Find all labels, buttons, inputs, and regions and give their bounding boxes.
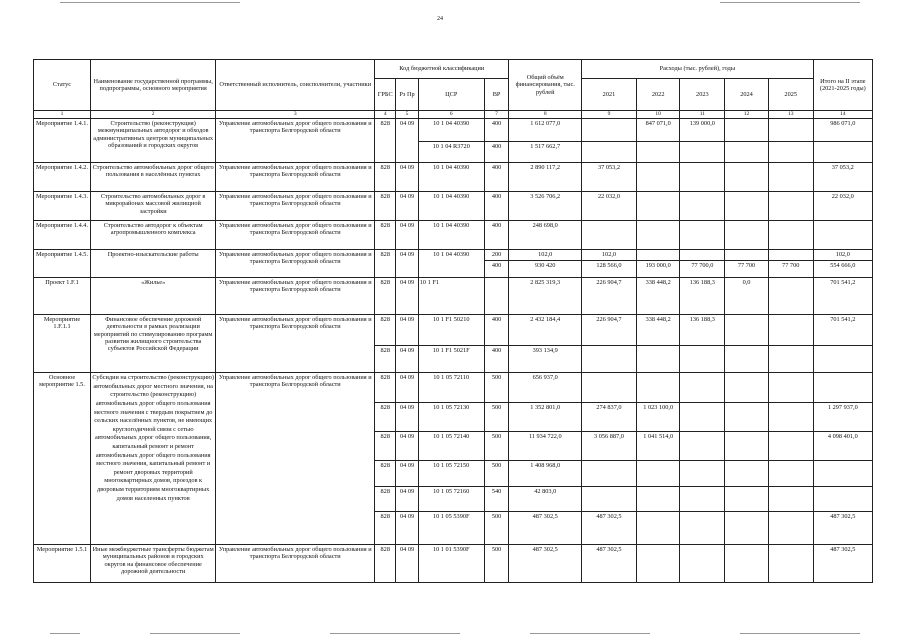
cell-csr: 10 1 04 40390 <box>418 163 484 192</box>
cell-total: 3 526 706,2 <box>509 192 582 221</box>
cell-vr: 500 <box>484 512 509 545</box>
row-name: Иные межбюджетные трансферты бюджетам муниципальных районов и городских округов на финансовое обеспечение дорожной деятельности <box>91 545 216 583</box>
header-stage-total: Итого на II этапе (2021-2025 годы) <box>813 60 872 111</box>
row-name: Финансовое обеспечение дорожной деятельности в рамках реализации мероприятий по стимулированию программ развития жилищного строительства субъектов Российской Федерации <box>91 315 216 373</box>
row-status: Мероприятие 1.4.4. <box>34 221 91 250</box>
cell-csr: 10 1 F1 5021F <box>418 346 484 373</box>
row-executor: Управление автомобильных дорог общего пользования и транспорта Белгородской области <box>216 192 375 221</box>
cell-stage-total: 102,0 <box>813 250 872 261</box>
header-year-2024: 2024 <box>725 79 769 111</box>
row-status: Мероприятие 1.4.5. <box>34 250 91 278</box>
cell-vr <box>484 278 509 315</box>
cell-2021: 37 053,2 <box>582 163 637 192</box>
cell-vr: 500 <box>484 461 509 487</box>
bottom-rule <box>530 633 650 634</box>
row-executor: Управление автомобильных дорог общего пользования и транспорта Белгородской области <box>216 163 375 192</box>
cell-2023: 77 700,0 <box>680 261 725 278</box>
cell-csr: 10 1 04 40390 <box>418 119 484 142</box>
cell-grbs: 828 <box>375 192 396 221</box>
table-row <box>34 163 873 192</box>
top-rule <box>60 2 240 3</box>
cell-total: 2 432 184,4 <box>509 315 582 346</box>
row-status: Проект 1.F.1 <box>34 278 91 315</box>
cell-rzpr: 04 09 <box>396 373 418 403</box>
cell-total: 1 517 662,7 <box>509 142 582 163</box>
row-name: Проектно-изыскательские работы <box>91 250 216 278</box>
cell-2024: 0,0 <box>725 278 769 315</box>
col-num: 10 <box>636 111 680 119</box>
cell-csr: 10 1 05 5390F <box>418 512 484 545</box>
row-name: «Жилье» <box>91 278 216 315</box>
bottom-rule <box>330 633 460 634</box>
budget-table <box>33 59 873 583</box>
col-num: 3 <box>216 111 375 119</box>
cell-vr: 540 <box>484 487 509 512</box>
cell-vr: 400 <box>484 221 509 250</box>
col-num: 1 <box>34 111 91 119</box>
cell-vr: 400 <box>484 142 509 163</box>
cell-vr: 400 <box>484 315 509 346</box>
cell-rzpr: 04 09 <box>396 461 418 487</box>
cell-total: 2 890 117,2 <box>509 163 582 192</box>
header-year-2022: 2022 <box>636 79 680 111</box>
col-num: 7 <box>484 111 509 119</box>
cell-2022: 338 448,2 <box>636 315 680 346</box>
header-vr: ВР <box>484 79 509 111</box>
header-csr: ЦСР <box>418 79 484 111</box>
cell-2023: 136 188,3 <box>680 278 725 315</box>
cell-2022: 193 000,0 <box>636 261 680 278</box>
cell-total: 1 352 801,0 <box>509 403 582 432</box>
cell-rzpr: 04 09 <box>396 432 418 461</box>
cell-grbs: 828 <box>375 487 396 512</box>
cell-stage-total: 22 032,0 <box>813 192 872 221</box>
col-num: 4 <box>375 111 396 119</box>
cell-vr: 400 <box>484 346 509 373</box>
cell-rzpr: 04 09 <box>396 346 418 373</box>
table-row <box>34 119 873 142</box>
cell-total: 930 420 <box>509 261 582 278</box>
cell-csr: 10 1 05 72160 <box>418 487 484 512</box>
cell-vr: 400 <box>484 119 509 142</box>
cell-csr: 10 1 05 72150 <box>418 461 484 487</box>
cell-stage-total: 701 541,2 <box>813 278 872 315</box>
header-budget-code: Код бюджетной классификации <box>375 60 509 79</box>
cell-vr: 500 <box>484 432 509 461</box>
col-num: 5 <box>396 111 418 119</box>
col-num: 13 <box>768 111 813 119</box>
cell-2021: 22 032,0 <box>582 192 637 221</box>
cell-rzpr: 04 09 <box>396 545 418 583</box>
table-row <box>34 545 873 583</box>
cell-rzpr: 04 09 <box>396 278 418 315</box>
cell-grbs: 828 <box>375 432 396 461</box>
cell-2025 <box>768 119 813 142</box>
row-name: Строительство (реконструкция) межмуниципальных автодорог и обходов административных центров муниципальных образований и городских округов <box>91 119 216 163</box>
cell-stage-total: 554 666,0 <box>813 261 872 278</box>
cell-csr: 10 1 05 72130 <box>418 403 484 432</box>
col-num: 11 <box>680 111 725 119</box>
cell-csr: 10 1 01 5390F <box>418 545 484 583</box>
cell-2021: 102,0 <box>582 250 637 261</box>
cell-total: 42 803,0 <box>509 487 582 512</box>
bottom-rule <box>150 633 240 634</box>
column-number-row <box>34 111 873 119</box>
row-status: Мероприятие 1.4.3. <box>34 192 91 221</box>
cell-grbs: 828 <box>375 119 396 163</box>
row-status: Мероприятие 1.5.1 <box>34 545 91 583</box>
cell-grbs: 828 <box>375 373 396 403</box>
cell-rzpr: 04 09 <box>396 221 418 250</box>
cell-2021: 226 904,7 <box>582 315 637 346</box>
cell-2021: 487 302,5 <box>582 545 637 583</box>
cell-grbs: 828 <box>375 346 396 373</box>
cell-rzpr: 04 09 <box>396 512 418 545</box>
cell-rzpr: 04 09 <box>396 250 418 278</box>
cell-stage-total: 1 297 937,0 <box>813 403 872 432</box>
cell-2022: 847 071,0 <box>636 119 680 142</box>
page-number: 24 <box>437 16 443 22</box>
header-year-2021: 2021 <box>582 79 637 111</box>
col-num: 8 <box>509 111 582 119</box>
cell-2021: 128 566,0 <box>582 261 637 278</box>
table-row <box>34 250 873 261</box>
cell-grbs: 828 <box>375 403 396 432</box>
cell-2024: 77 700 <box>725 261 769 278</box>
cell-rzpr: 04 09 <box>396 192 418 221</box>
cell-rzpr: 04 09 <box>396 487 418 512</box>
row-status: Мероприятие 1.F.1.1 <box>34 315 91 373</box>
cell-total: 1 408 968,0 <box>509 461 582 487</box>
header-status: Статус <box>34 60 91 111</box>
cell-total: 487 302,5 <box>509 512 582 545</box>
row-name: Строительство автомобильных дорог в микрорайонах массовой жилищной застройки <box>91 192 216 221</box>
col-num: 2 <box>91 111 216 119</box>
cell-stage-total: 37 053,2 <box>813 163 872 192</box>
cell-2021: 487 302,5 <box>582 512 637 545</box>
table-row <box>34 278 873 315</box>
cell-total: 2 825 319,3 <box>509 278 582 315</box>
cell-2021: 226 904,7 <box>582 278 637 315</box>
cell-stage-total: 4 098 401,0 <box>813 432 872 461</box>
cell-csr: 10 1 04 40390 <box>418 221 484 250</box>
cell-total: 487 302,5 <box>509 545 582 583</box>
top-rule <box>720 2 860 3</box>
table-row <box>34 373 873 403</box>
cell-grbs: 828 <box>375 163 396 192</box>
header-expenses: Расходы (тыс. рублей), годы <box>582 60 814 79</box>
cell-vr: 500 <box>484 403 509 432</box>
header-year-2025: 2025 <box>768 79 813 111</box>
cell-vr: 400 <box>484 192 509 221</box>
row-executor: Управление автомобильных дорог общего пользования и транспорта Белгородской области <box>216 221 375 250</box>
row-name: Строительство автодорог к объектам агропромышленного комплекса <box>91 221 216 250</box>
cell-grbs: 828 <box>375 278 396 315</box>
cell-grbs: 828 <box>375 461 396 487</box>
cell-grbs: 828 <box>375 221 396 250</box>
table-row <box>34 192 873 221</box>
row-executor: Управление автомобильных дорог общего пользования и транспорта Белгородской области <box>216 315 375 373</box>
cell-total: 248 698,0 <box>509 221 582 250</box>
cell-2021: 3 056 887,0 <box>582 432 637 461</box>
row-name: Строительство автомобильных дорог общего пользования в населённых пунктах <box>91 163 216 192</box>
header-executor: Ответственный исполнитель, соисполнители, участники <box>216 60 375 111</box>
cell-vr: 500 <box>484 545 509 583</box>
cell-stage-total: 701 541,2 <box>813 315 872 346</box>
cell-vr: 400 <box>484 163 509 192</box>
cell-total: 102,0 <box>509 250 582 261</box>
cell-stage-total: 487 302,5 <box>813 512 872 545</box>
cell-csr: 10 1 05 72140 <box>418 432 484 461</box>
table-row <box>34 221 873 250</box>
header-rzpr: Рз Пр <box>396 79 418 111</box>
cell-csr: 10 1 04 40390 <box>418 192 484 221</box>
cell-2021 <box>582 119 637 142</box>
row-executor: Управление автомобильных дорог общего пользования и транспорта Белгородской области <box>216 545 375 583</box>
cell-2025: 77 700 <box>768 261 813 278</box>
row-executor: Управление автомобильных дорог общего пользования и транспорта Белгородской области <box>216 119 375 163</box>
cell-total: 393 134,9 <box>509 346 582 373</box>
cell-2024 <box>725 119 769 142</box>
col-num: 12 <box>725 111 769 119</box>
cell-2023: 139 000,0 <box>680 119 725 142</box>
cell-grbs: 828 <box>375 250 396 278</box>
cell-csr: 10 1 04 40390 <box>418 250 484 278</box>
bottom-rule <box>50 633 80 634</box>
cell-csr: 10 1 04 R3720 <box>418 142 484 163</box>
cell-csr: 10 1 F1 50210 <box>418 315 484 346</box>
cell-csr: 10 1 05 72110 <box>418 373 484 403</box>
header-total-volume: Общий объём финансирования, тыс. рублей <box>509 60 582 111</box>
cell-2022: 1 041 514,0 <box>636 432 680 461</box>
cell-total: 656 937,0 <box>509 373 582 403</box>
header-grbs: ГРБС <box>375 79 396 111</box>
row-executor: Управление автомобильных дорог общего пользования и транспорта Белгородской области <box>216 278 375 315</box>
cell-grbs: 828 <box>375 512 396 545</box>
cell-2023: 136 188,3 <box>680 315 725 346</box>
row-executor: Управление автомобильных дорог общего пользования и транспорта Белгородской области <box>216 250 375 278</box>
cell-grbs: 828 <box>375 315 396 346</box>
cell-csr: 10 1 F1 <box>418 278 484 315</box>
col-num: 14 <box>813 111 872 119</box>
row-name: Субсидии на строительство (реконструкцию) автомобильных дорог местного значения, на строительство (реконструкцию) автомобильных дорог общего пользования местного значения с твердым покрытием до сельских населённых пунктов, не имеющих круглогодичной связи с сетью автомобильных дорог общего пользования, капитальный ремонт и ремонт автомобильных дорог общего пользования местного значения, капитальный ремонт и ремонт дворовых территорий многоквартирных домов, проездов к дворовым территориям многоквартирных домов населенных пунктов <box>91 373 216 545</box>
cell-stage-total: 487 302,5 <box>813 545 872 583</box>
header-name: Наименование государственной программы, подпрограммы, основного мероприятия <box>91 60 216 111</box>
row-status: Мероприятие 1.4.2. <box>34 163 91 192</box>
cell-stage-total: 986 071,0 <box>813 119 872 142</box>
table-row <box>34 315 873 346</box>
row-executor: Управление автомобильных дорог общего пользования и транспорта Белгородской области <box>216 373 375 545</box>
cell-grbs: 828 <box>375 545 396 583</box>
col-num: 9 <box>582 111 637 119</box>
cell-2021: 274 837,0 <box>582 403 637 432</box>
cell-vr: 200 <box>484 250 509 261</box>
cell-2022: 338 448,2 <box>636 278 680 315</box>
cell-vr: 500 <box>484 373 509 403</box>
row-status: Мероприятие 1.4.1. <box>34 119 91 163</box>
bottom-rule <box>740 633 860 634</box>
cell-rzpr: 04 09 <box>396 163 418 192</box>
cell-rzpr: 04 09 <box>396 119 418 163</box>
header-year-2023: 2023 <box>680 79 725 111</box>
cell-2022: 1 023 100,0 <box>636 403 680 432</box>
cell-total: 11 934 722,0 <box>509 432 582 461</box>
row-status: Основное мероприятие 1.5. <box>34 373 91 545</box>
cell-total: 1 612 077,0 <box>509 119 582 142</box>
cell-vr: 400 <box>484 261 509 278</box>
col-num: 6 <box>418 111 484 119</box>
cell-rzpr: 04 09 <box>396 403 418 432</box>
cell-rzpr: 04 09 <box>396 315 418 346</box>
